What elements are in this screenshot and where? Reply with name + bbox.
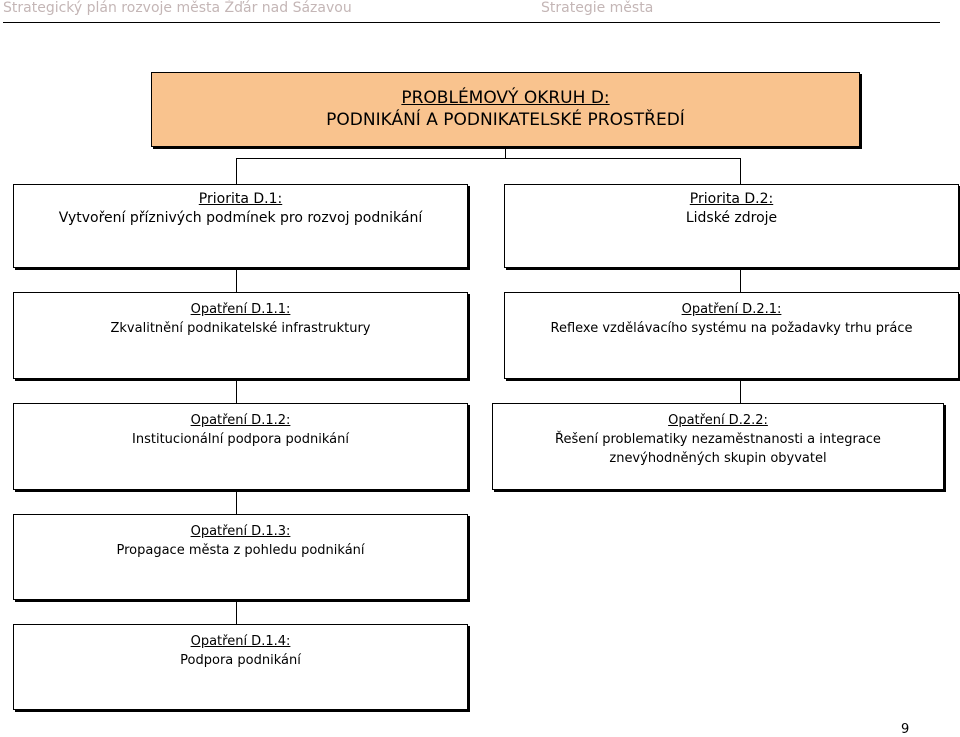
page-header (0, 0, 960, 24)
priority-d1-label: Priorita D.1: (198, 191, 283, 207)
measure-d12-box (13, 403, 468, 490)
measure-d13-label: Opatření D.1.3: (190, 524, 291, 539)
measure-d11-text: Zkvalitnění podnikatelské infrastruktury (110, 321, 371, 336)
header-divider (3, 22, 940, 23)
measure-d11-box (13, 292, 468, 379)
connector-d12-d13 (236, 490, 237, 514)
measure-d14-box (13, 624, 468, 710)
measure-d12-label: Opatření D.1.2: (190, 413, 291, 428)
measure-d21-label: Opatření D.2.1: (681, 302, 782, 317)
connector-d21-d22 (740, 379, 741, 403)
priority-d2-box (504, 184, 959, 268)
connector-d2-d21 (740, 268, 741, 292)
problem-title-line2: PODNIKÁNÍ A PODNIKATELSKÉ PROSTŘEDÍ (326, 110, 685, 130)
priority-d2-text: Lidské zdroje (685, 210, 778, 226)
measure-d21-text: Reflexe vzdělávacího systému na požadavky trhu práce (550, 321, 913, 336)
page-number: 9 (901, 722, 910, 737)
measure-d14-text: Podpora podnikání (180, 653, 301, 668)
problem-area-box (151, 72, 860, 147)
priority-d2-label: Priorita D.2: (689, 191, 774, 207)
measure-d21-box (504, 292, 959, 379)
measure-d22-text-line1: Řešení problematiky nezaměstnanosti a integrace (555, 432, 881, 447)
connector-d13-d14 (236, 600, 237, 624)
header-section-title: Strategie města (541, 0, 654, 16)
measure-d12-text: Institucionální podpora podnikání (132, 432, 349, 447)
connector-priority-d1 (236, 158, 237, 184)
measure-d14-label: Opatření D.1.4: (190, 634, 291, 649)
connector-priority-d2 (740, 158, 741, 184)
connector-horizontal (236, 158, 741, 159)
measure-d22-label: Opatření D.2.2: (668, 413, 768, 428)
problem-title-line1: PROBLÉMOVÝ OKRUH D: (401, 88, 610, 108)
measure-d13-text: Propagace města z pohledu podnikání (116, 543, 365, 558)
connector-d11-d12 (236, 379, 237, 403)
measure-d13-box (13, 514, 468, 600)
connector-d1-d11 (236, 268, 237, 292)
priority-d1-text: Vytvoření příznivých podmínek pro rozvoj podnikání (58, 210, 423, 226)
header-document-title: Strategický plán rozvoje města Žďár nad Sázavou (3, 0, 352, 16)
measure-d11-label: Opatření D.1.1: (190, 302, 291, 317)
priority-d1-box (13, 184, 468, 268)
measure-d22-box (492, 403, 944, 490)
measure-d22-text-line2: znevýhodněných skupin obyvatel (609, 451, 827, 466)
